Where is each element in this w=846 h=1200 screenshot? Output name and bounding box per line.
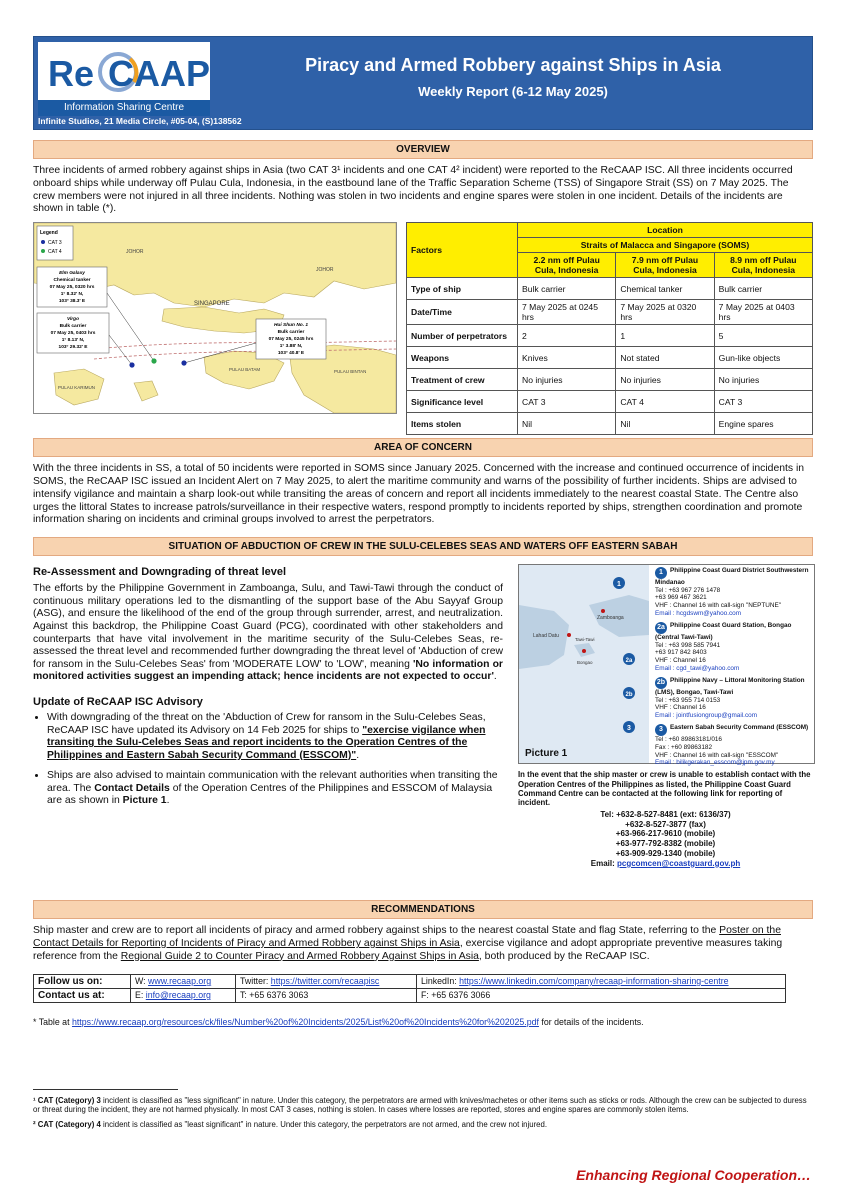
footnote-1 (33, 1096, 813, 1115)
address: Infinite Studios, 21 Media Circle, #05-04, (S)138562 (38, 116, 242, 126)
contact-number-badge: 2b (655, 677, 667, 689)
table-cell: Nil (616, 413, 714, 435)
col-header-3: 8.9 nm off Pulau Cula, Indonesia (714, 253, 812, 278)
contact-block (655, 622, 811, 672)
concern-heading: AREA OF CONCERN (33, 438, 813, 457)
callout-elm-lon: 103° 38.3' E (58, 299, 86, 305)
map-legend-cat4: CAT 4 (48, 249, 62, 256)
callout-virgo-lat: 1° 8.13' N, (61, 338, 85, 344)
svg-text:2a: 2a (625, 658, 633, 665)
incident-marker-virgo (129, 363, 134, 368)
footnote-2-label: ² CAT (Category) 4 (33, 1120, 101, 1130)
pcg-note: In the event that the ship master or crew is unable to establish contact with the Operation Centres of the Philippines as listed, the Philippine Coast Guard Command Centre can be contacted at the following link for reporting of incident. (518, 770, 811, 808)
table-cell: 7 May 2025 at 0245 hrs (518, 300, 616, 325)
table-row (34, 974, 786, 988)
contact-org: Philippine Coast Guard District Southwestern Mindanao (655, 567, 809, 587)
contact-line: Tel : +63 955 714 0153 (655, 696, 721, 704)
contact-line[interactable]: Email : jointfusiongroup@gmail.com (655, 711, 758, 719)
table-cell: Not stated (616, 347, 714, 369)
contact-line: Tel : +63 998 585 7941 (655, 641, 721, 649)
contact-block (655, 567, 811, 617)
comm-text-c: of the Operation Centres of the Philippines and ESSCOM of Malaysia are as shown in (47, 782, 493, 807)
list-item (47, 712, 503, 762)
follow-table (33, 974, 786, 1003)
sulu-map-svg (519, 565, 649, 763)
map-label-bintan: PULAU BINTAN (334, 369, 367, 375)
callout-hui-lat: 1° 3.88' N, (279, 344, 303, 350)
table-cell: 5 (714, 325, 812, 347)
contact-block (655, 724, 811, 766)
map-label-lahad-datu: Lahad Datu (533, 633, 559, 640)
callout-hui-time: 07 May 25, 0245 hrs (268, 337, 314, 343)
table-row (407, 325, 813, 347)
cat3-legend-dot (41, 240, 45, 244)
picture-1-caption: Picture 1 (525, 748, 568, 760)
region-header: Straits of Malacca and Singapore (SOMS) (518, 238, 813, 253)
fax: F: +65 6376 3066 (417, 988, 786, 1002)
callout-virgo-lon: 103° 29.32' E (58, 345, 88, 351)
table-cell: Bulk carrier (714, 278, 812, 300)
callout-virgo-name: Virgo (66, 317, 80, 323)
picture-1 (518, 564, 815, 767)
map-label-johor-2: JOHOR (316, 267, 334, 274)
table-cell: CAT 3 (714, 391, 812, 413)
contact-org: Philippine Navy – Littoral Monitoring Station (LMS), Bongao, Tawi-Tawi (655, 677, 805, 697)
footnote-2 (33, 1120, 813, 1129)
callout-hui-type: Bulk carrier (277, 330, 305, 336)
contact-line[interactable]: Email : hcgdswm@yahoo.com (655, 609, 742, 617)
table-cell: CAT 4 (616, 391, 714, 413)
reassessment-text-c: . (493, 671, 497, 683)
reassessment-subheading: Re-Assessment and Downgrading of threat level (33, 566, 287, 579)
callout-virgo-type: Bulk carrier (59, 324, 87, 330)
row-label: Weapons (407, 347, 518, 369)
abduction-left-column (33, 560, 503, 816)
map-label-zamboanga: Zamboanga (597, 615, 624, 622)
table-cell: Gun-like objects (714, 347, 812, 369)
table-cell: Knives (518, 347, 616, 369)
row-label: Date/Time (407, 300, 518, 325)
pcg-number: +63-966-217-9610 (mobile) (615, 829, 716, 839)
contact-line: +63 917 842 8403 (655, 649, 707, 657)
svg-text:Re: Re (48, 53, 95, 94)
contact-label: Contact us at: (34, 988, 131, 1002)
comm-text-picture: Picture 1 (122, 795, 167, 807)
contact-number-badge: 1 (655, 567, 667, 579)
contact-list (655, 567, 811, 772)
pcg-number: +63-909-929-1340 (mobile) (615, 848, 716, 858)
table-cell: No injuries (714, 369, 812, 391)
contact-line: VHF : Channel 16 (655, 656, 706, 664)
contact-number-badge: 3 (655, 724, 667, 736)
map-legend-title: Legend (40, 230, 58, 237)
pcg-numbers (518, 810, 813, 869)
pcg-number: +63-977-792-8382 (mobile) (615, 839, 716, 849)
table-cell: 7 May 2025 at 0403 hrs (714, 300, 812, 325)
callout-virgo-time: 07 May 25, 0403 hrs (50, 331, 96, 337)
contact-line: Tel : +63 967 276 1478 (655, 586, 721, 594)
incident-table (406, 222, 813, 435)
overview-heading: OVERVIEW (33, 140, 813, 159)
pcg-email-link[interactable]: pcgcomcen@coastguard.gov.ph (617, 858, 741, 868)
map-label-singapore: SINGAPORE (194, 301, 230, 308)
regional-guide-link[interactable]: Regional Guide 2 to Counter Piracy and Armed Robbery Against Ships in Asia (120, 950, 479, 962)
email-link[interactable]: info@recaap.org (145, 990, 211, 1001)
svg-text:CAAP: CAAP (108, 53, 210, 94)
row-label: Number of perpetrators (407, 325, 518, 347)
contact-line[interactable]: Email : bilikgerakan_esscom@jpm.gov.my (655, 759, 775, 767)
footnote-2-text: incident is classified as "least significant" in nature. Under this category, the perpetrators are not armed, and the crew not injured. (100, 1120, 548, 1130)
twitter-link[interactable]: https://twitter.com/recaapisc (270, 976, 380, 987)
incident-marker-hui-shun (181, 361, 186, 366)
pcg-email-label: Email: (590, 858, 617, 868)
contact-line: +63 969 467 3621 (655, 594, 707, 602)
table-row (407, 413, 813, 435)
contact-block (655, 677, 811, 719)
contact-line: VHF : Channel 16 (655, 704, 706, 712)
contact-line: Tel : +60 89863181/016 (655, 736, 722, 744)
website-link[interactable]: www.recaap.org (148, 976, 212, 987)
incident-map-svg (34, 223, 396, 413)
table-note-post: for details of the incidents. (538, 1016, 644, 1027)
comm-text-e: . (166, 795, 170, 807)
svg-text:2b: 2b (625, 692, 633, 699)
table-row (407, 278, 813, 300)
reassessment-text (33, 583, 503, 684)
advisory-list (33, 712, 503, 808)
map-label-batam: PULAU BATAM (229, 367, 261, 373)
advisory-text-bold: "exercise vigilance when transiting the Sulu-Celebes Seas and report incidents to the Operation Centres of the Philippines and Eastern Sabah Security Command (ESSCOM)" (47, 724, 486, 761)
follow-label: Follow us on: (34, 974, 131, 988)
table-cell: Nil (518, 413, 616, 435)
recaap-logo (38, 42, 210, 116)
table-row (407, 391, 813, 413)
callout-elm-name: Elm Galaxy (59, 271, 85, 277)
factors-header: Factors (407, 223, 518, 278)
col-header-1: 2.2 nm off Pulau Cula, Indonesia (518, 253, 616, 278)
report-subtitle: Weekly Report (6-12 May 2025) (418, 84, 608, 99)
report-title: Piracy and Armed Robbery against Ships in Asia (305, 55, 721, 75)
reassessment-text-a: The efforts by the Philippine Government in Zamboanga, Sulu, and Tawi-Tawi through the conduct of continuous military operations led to the dismantling of the support base of the Abu Sayyaf Group (ASG), and ensure the likelihood of the end of the group through surrender, arrest, and neutralization. Against this backdrop, the Philippine Coast Guard (PCG), coordinated with other stakeholders and counterparts that have vital involvement in the maritime security of the Sulu-Celebes Seas, re-assessed the threat level and recommended further downgrading the threat level of 'Abduction of crew for ransom in the Sulu-Celebes Seas' from 'MODERATE LOW' to 'LOW', meaning (33, 583, 503, 670)
callout-elm-type: Chemical tanker (53, 278, 91, 284)
reassessment-text-bold: 'No information or monitored activities suggest an impending attack; hence incidents are not expected to occur' (33, 658, 503, 683)
rec-text-e: , both produced by the ReCAAP ISC. (478, 950, 650, 962)
email-prefix: E: (135, 990, 146, 1001)
footnote-divider (33, 1089, 178, 1090)
rec-text-c: , exercise vigilance and adopt appropriate preventive measures taking reference from the (33, 937, 783, 962)
web-prefix: W: (135, 976, 149, 987)
report-header (33, 36, 813, 130)
map-label-johor: JOHOR (126, 249, 144, 256)
overview-text: Three incidents of armed robbery against ships in Asia (two CAT 3¹ incidents and one CAT 4² incident) were reported to the ReCAAP ISC. All three incidents occurred onboard ships while underway off Pulau Cula, Indonesia, in the eastbound lane of the Traffic Separation Scheme (TSS) of Singapore Strait (SS) on 7 May 2025. The crew members were not injured in all three incidents. Nothing was stolen in two incidents and engine spares were stolen in one incident. Details of the incidents are shown in table (*). (33, 165, 793, 215)
advisory-text-c: . (356, 749, 360, 761)
map-legend-cat3: CAT 3 (48, 240, 62, 247)
rec-text-a: Ship master and crew are to report all incidents of piracy and armed robbery against ships to the nearest coastal State and flag State, referring to the (33, 925, 720, 937)
footnote-1-text: incident is classified as "less significant" in nature. Under this category, the perpetrators are armed with knives/machetes or other items such as sticks or rods. Although the crew can be subjected to duress or threat during the incident, they are not harmed physically. In most CAT 3 cases, nothing is stolen. In cases where losses are reported, stores and engine spares are commonly stolen items. (33, 1095, 807, 1114)
table-cell: Engine spares (714, 413, 812, 435)
location-header: Location (518, 223, 813, 238)
advisory-subheading: Update of ReCAAP ISC Advisory (33, 695, 203, 708)
table-row (34, 988, 786, 1002)
incident-map (33, 222, 397, 414)
cat4-legend-dot (41, 249, 45, 253)
slogan: Enhancing Regional Cooperation… (576, 1167, 811, 1183)
table-cell: 2 (518, 325, 616, 347)
pcg-number: Tel: +632-8-527-8481 (ext: 6136/37) (600, 809, 731, 819)
telephone: T: +65 6376 3063 (236, 988, 417, 1002)
abduction-section (33, 560, 813, 890)
contact-org: Eastern Sabah Security Command (ESSCOM) (670, 724, 809, 732)
list-item (47, 770, 503, 808)
table-cell: CAT 3 (518, 391, 616, 413)
comm-text-bold: Contact Details (94, 782, 170, 794)
concern-text: With the three incidents in SS, a total of 50 incidents were reported in SOMS since January 2025. Concerned with the increase and continued occurrence of incidents in SOMS, the ReCAAP ISC issued an Incident Alert on 7 May 2025, to alert the maritime community and warns of the possibility of further incidents. Ships are advised to intensify vigilance and maintain a sharp look-out while transiting the areas of concern and report all incidents immediately to the nearest coastal State. The Centre also urges the littoral States to increase patrols/surveillance in their respective waters, respond promptly to incidents reported by ships, strengthen coordination and promote information sharing on incidents and criminal groups involved to arrest the perpetrators. (33, 463, 805, 526)
col-header-2: 7.9 nm off Pulau Cula, Indonesia (616, 253, 714, 278)
recaap-logo-mark (38, 42, 210, 100)
map-label-tawi-tawi: Tawi-Tawi (575, 637, 595, 643)
map-label-karimun: PULAU KARIMUN (58, 385, 96, 391)
table-cell: Chemical tanker (616, 278, 714, 300)
contact-number-badge: 2a (655, 622, 667, 634)
twitter-prefix: Twitter: (240, 976, 271, 987)
logo-subtitle: Information Sharing Centre (38, 100, 210, 116)
callout-elm-lat: 1° 8.32' N, (60, 292, 84, 298)
recommendations-text (33, 925, 813, 963)
contact-line: VHF : Channel 16 with call-sign "ESSCOM" (655, 751, 779, 759)
table-row (407, 300, 813, 325)
svg-text:3: 3 (627, 725, 631, 733)
footnote-1-label: ¹ CAT (Category) 3 (33, 1095, 101, 1105)
overview-content (33, 222, 813, 448)
incident-marker-elm-galaxy (151, 359, 156, 364)
callout-elm-time: 07 May 25, 0320 hrs (49, 285, 95, 291)
table-cell: No injuries (518, 369, 616, 391)
callout-hui-lon: 103° 40.8' E (277, 351, 305, 357)
table-cell: 7 May 2025 at 0320 hrs (616, 300, 714, 325)
recommendations-heading: RECOMMENDATIONS (33, 900, 813, 919)
svg-text:1: 1 (617, 581, 621, 589)
abduction-heading: SITUATION OF ABDUCTION OF CREW IN THE SULU-CELEBES SEAS AND WATERS OFF EASTERN SABAH (33, 537, 813, 556)
linkedin-prefix: LinkedIn: (421, 976, 460, 987)
table-cell: No injuries (616, 369, 714, 391)
table-cell: Bulk carrier (518, 278, 616, 300)
sulu-map (519, 565, 649, 763)
table-cell: 1 (616, 325, 714, 347)
report-page (33, 36, 813, 1130)
comm-text-a: Ships are also advised to maintain communication with the relevant authorities when transiting the area. The (47, 770, 498, 794)
map-label-bongao: Bongao (577, 660, 593, 666)
contact-line: VHF : Channel 16 with call-sign "NEPTUNE" (655, 601, 782, 609)
contact-line[interactable]: Email : cgd_tawi@yahoo.com (655, 664, 740, 672)
callout-hui-name: Hui Shun No. 1 (273, 323, 309, 329)
table-row (407, 369, 813, 391)
table-row (407, 347, 813, 369)
row-label: Type of ship (407, 278, 518, 300)
table-note (33, 1017, 813, 1027)
incident-list-link[interactable]: https://www.recaap.org/resources/ck/files/Number%20of%20Incidents/2025/List%20of%20Incidents%20for%202025.pdf (71, 1016, 539, 1027)
poster-link[interactable]: Poster on the Contact Details for Reporting of Incidents of Piracy and Armed Robbery against Ships in Asia (33, 925, 781, 949)
row-label: Treatment of crew (407, 369, 518, 391)
contact-line: Fax : +60 89863182 (655, 744, 713, 752)
row-label: Significance level (407, 391, 518, 413)
advisory-text-a: With downgrading of the threat on the 'Abduction of Crew for ransom in the Sulu-Celebes Seas, ReCAAP ISC have updated its Advisory on 14 Feb 2025 for ships to (47, 711, 486, 736)
abduction-right-column (518, 564, 813, 868)
table-note-pre: * Table at (33, 1016, 72, 1027)
row-label: Items stolen (407, 413, 518, 435)
linkedin-link[interactable]: https://www.linkedin.com/company/recaap-information-sharing-centre (459, 976, 729, 987)
contact-org: Philippine Coast Guard Station, Bongao (Central Tawi-Tawi) (655, 622, 792, 642)
pcg-number: +632-8-527-3877 (fax) (625, 819, 706, 829)
